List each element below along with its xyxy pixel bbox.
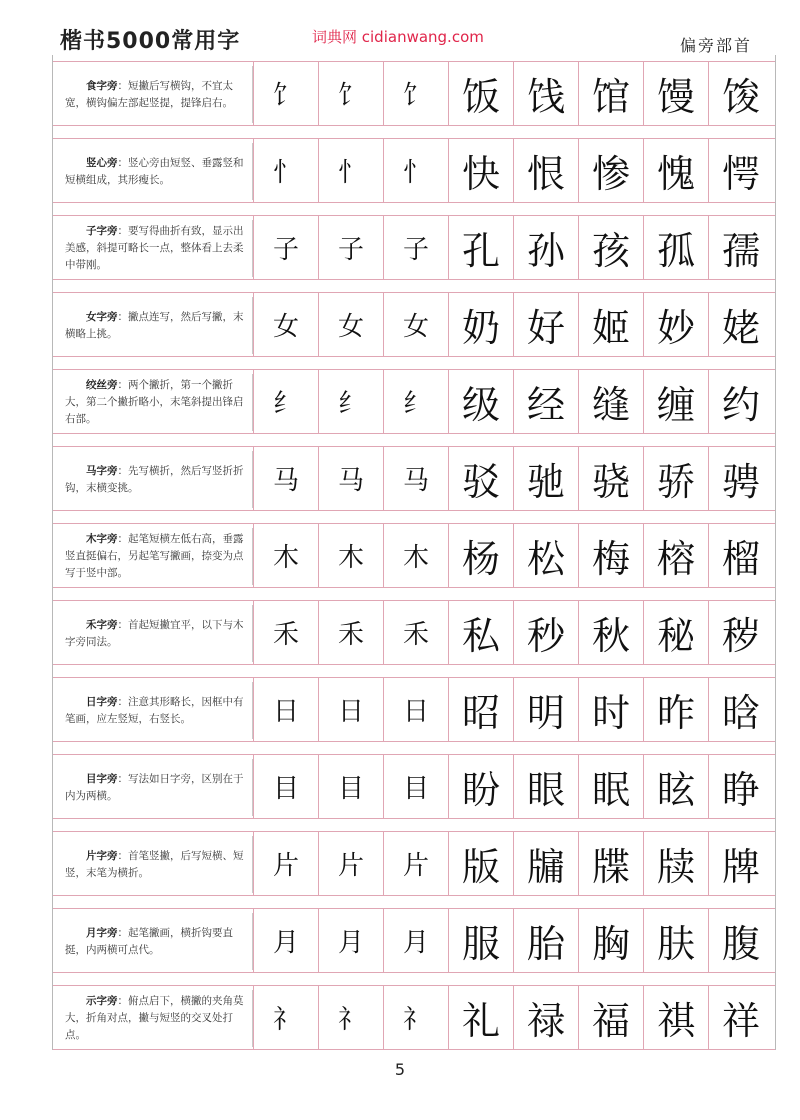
radical-sample: 片 (253, 832, 318, 895)
example-character: 缠 (643, 370, 708, 433)
radical-sample: 月 (318, 909, 383, 972)
radical-sample: 忄 (318, 139, 383, 202)
example-character: 妙 (643, 293, 708, 356)
example-character: 榴 (708, 524, 773, 587)
radical-sample: 女 (383, 293, 448, 356)
radical-sample: 饣 (383, 62, 448, 125)
example-character: 骁 (578, 447, 643, 510)
example-character: 胸 (578, 909, 643, 972)
radical-name: 示字旁 (86, 995, 118, 1007)
example-character: 眩 (643, 755, 708, 818)
radical-sample: 片 (318, 832, 383, 895)
radical-name: 绞丝旁 (86, 379, 118, 391)
radical-desc-text: 起笔短横左低右高，垂露竖直挺偏右，另起笔写撇画，捺变为点写于竖中部。 (65, 533, 244, 579)
book-title: 楷书5000常用字 (60, 29, 241, 54)
example-character: 馂 (708, 62, 773, 125)
radical-sample: 日 (383, 678, 448, 741)
radical-desc-text: 首笔竖撇，后写短横、短竖，末笔为横折。 (65, 849, 244, 879)
radical-sample: 马 (253, 447, 318, 510)
example-character: 愕 (708, 139, 773, 202)
practice-row (53, 908, 775, 973)
radical-description: 示字旁：俯点启下，横撇的夹角莫大，折角对点，撇与短竖的交叉处打点。 (59, 990, 253, 1047)
example-character: 盼 (448, 755, 513, 818)
radical-sample: 禾 (383, 601, 448, 664)
practice-row (53, 446, 775, 511)
radical-desc-text: 要写得曲折有致，显示出美感，斜提可略长一点，整体看上去柔中带刚。 (65, 225, 244, 271)
radical-description: 目字旁：写法如日字旁，区别在于内为两横。 (59, 759, 253, 816)
radical-desc-text: 注意其形略长，因框中有笔画，应左竖短，右竖长。 (65, 695, 244, 725)
radical-description: 食字旁：短撇后写横钩，不宜太宽，横钩偏左部起竖提，提锋启右。 (59, 66, 253, 123)
radical-sample: 忄 (383, 139, 448, 202)
radical-name: 马字旁 (86, 464, 118, 477)
radical-sample: 饣 (253, 62, 318, 125)
radical-description: 子字旁：要写得曲折有致，显示出美感，斜提可略长一点，整体看上去柔中带刚。 (59, 220, 253, 277)
radical-sample: 马 (383, 447, 448, 510)
radical-sample: 子 (383, 216, 448, 279)
example-character: 版 (448, 832, 513, 895)
example-character: 秘 (643, 601, 708, 664)
radical-desc-text: 起笔撇画，横折钩要直挺，内两横可点代。 (65, 926, 233, 956)
radical-description: 绞丝旁：两个撇折，第一个撇折大，第二个撇折略小，末笔斜提出锋启右部。 (59, 374, 253, 431)
example-character: 好 (513, 293, 578, 356)
practice-row (53, 215, 775, 280)
example-character: 眠 (578, 755, 643, 818)
example-character: 腹 (708, 909, 773, 972)
radical-sample: 子 (253, 216, 318, 279)
radical-description: 木字旁：起笔短横左低右高，垂露竖直挺偏右，另起笔写撇画，捺变为点写于竖中部。 (59, 528, 253, 585)
example-character: 愧 (643, 139, 708, 202)
radical-sample: 纟 (318, 370, 383, 433)
example-character: 昭 (448, 678, 513, 741)
example-character: 私 (448, 601, 513, 664)
example-character: 饯 (513, 62, 578, 125)
example-character: 饭 (448, 62, 513, 125)
radical-sample: 目 (253, 755, 318, 818)
radical-description: 马字旁：先写横折，然后写竖折折钩，末横变挑。 (59, 451, 253, 508)
example-character: 祥 (708, 986, 773, 1049)
example-character: 姬 (578, 293, 643, 356)
practice-row (53, 754, 775, 819)
example-character: 奶 (448, 293, 513, 356)
radical-description: 片字旁：首笔竖撇，后写短横、短竖，末笔为横折。 (59, 836, 253, 893)
example-character: 经 (513, 370, 578, 433)
radical-sample: 饣 (318, 62, 383, 125)
radical-desc-text: 俯点启下，横撇的夹角莫大，折角对点，撇与短竖的交叉处打点。 (65, 995, 244, 1041)
example-character: 睁 (708, 755, 773, 818)
example-character: 秋 (578, 601, 643, 664)
radical-name: 女字旁 (86, 310, 118, 323)
radical-sample: 目 (383, 755, 448, 818)
radical-name: 禾字旁 (86, 618, 118, 631)
example-character: 缝 (578, 370, 643, 433)
example-character: 梅 (578, 524, 643, 587)
example-character: 牖 (513, 832, 578, 895)
example-character: 杨 (448, 524, 513, 587)
example-character: 约 (708, 370, 773, 433)
example-character: 明 (513, 678, 578, 741)
radical-name: 月字旁 (86, 926, 118, 939)
example-character: 级 (448, 370, 513, 433)
example-character: 肤 (643, 909, 708, 972)
practice-row (53, 985, 775, 1050)
example-character: 胎 (513, 909, 578, 972)
radical-description: 竖心旁：竖心旁由短竖、垂露竖和短横组成，其形瘦长。 (59, 143, 253, 200)
radical-sample: 木 (383, 524, 448, 587)
example-character: 服 (448, 909, 513, 972)
example-character: 牍 (643, 832, 708, 895)
radical-desc-text: 写法如日字旁，区别在于内为两横。 (65, 772, 244, 802)
radical-desc-text: 竖心旁由短竖、垂露竖和短横组成，其形瘦长。 (65, 156, 244, 186)
radical-sample: 忄 (253, 139, 318, 202)
radical-sample: 纟 (253, 370, 318, 433)
practice-row (53, 677, 775, 742)
example-character: 孙 (513, 216, 578, 279)
radical-sample: 子 (318, 216, 383, 279)
example-character: 昨 (643, 678, 708, 741)
example-character: 榕 (643, 524, 708, 587)
example-character: 礼 (448, 986, 513, 1049)
example-character: 禄 (513, 986, 578, 1049)
radical-sample: 月 (253, 909, 318, 972)
radical-sample: 女 (253, 293, 318, 356)
page-header (0, 0, 800, 60)
radical-sample: 女 (318, 293, 383, 356)
practice-row (53, 61, 775, 126)
example-character: 驰 (513, 447, 578, 510)
radical-name: 片字旁 (86, 849, 118, 862)
example-character: 孩 (578, 216, 643, 279)
example-character: 秽 (708, 601, 773, 664)
site-watermark[interactable]: 词典网 cidianwang.com (312, 28, 484, 46)
radical-description: 月字旁：起笔撇画，横折钩要直挺，内两横可点代。 (59, 913, 253, 970)
example-character: 惨 (578, 139, 643, 202)
example-character: 孤 (643, 216, 708, 279)
radical-sample: 月 (383, 909, 448, 972)
example-character: 松 (513, 524, 578, 587)
example-character: 快 (448, 139, 513, 202)
radical-sample: 目 (318, 755, 383, 818)
practice-row (53, 831, 775, 896)
radical-name: 食字旁 (86, 79, 118, 92)
radical-sample: 禾 (318, 601, 383, 664)
example-character: 骄 (643, 447, 708, 510)
section-title: 偏旁部首 (679, 36, 752, 55)
example-character: 骋 (708, 447, 773, 510)
example-character: 眼 (513, 755, 578, 818)
practice-grid (52, 55, 776, 1050)
radical-sample: 日 (253, 678, 318, 741)
radical-desc-text: 首起短撇宜平，以下与木字旁同法。 (65, 618, 244, 648)
radical-desc-text: 短撇后写横钩，不宜太宽，横钩偏左部起竖提，提锋启右。 (65, 79, 233, 109)
radical-sample: 礻 (318, 986, 383, 1049)
radical-description: 日字旁：注意其形略长，因框中有笔画，应左竖短，右竖长。 (59, 682, 253, 739)
example-character: 姥 (708, 293, 773, 356)
example-character: 驳 (448, 447, 513, 510)
example-character: 牌 (708, 832, 773, 895)
radical-sample: 片 (383, 832, 448, 895)
radical-sample: 木 (253, 524, 318, 587)
example-character: 孔 (448, 216, 513, 279)
example-character: 时 (578, 678, 643, 741)
radical-sample: 日 (318, 678, 383, 741)
radical-name: 日字旁 (86, 695, 118, 708)
radical-name: 子字旁 (86, 225, 118, 237)
radical-sample: 礻 (383, 986, 448, 1049)
practice-row (53, 138, 775, 203)
radical-sample: 纟 (383, 370, 448, 433)
example-character: 福 (578, 986, 643, 1049)
example-character: 祺 (643, 986, 708, 1049)
practice-row (53, 369, 775, 434)
page-number: 5 (394, 1060, 406, 1079)
radical-name: 竖心旁 (86, 156, 118, 169)
radical-desc-text: 撇点连写，然后写撇，末横略上挑。 (65, 310, 244, 340)
radical-sample: 木 (318, 524, 383, 587)
radical-sample: 禾 (253, 601, 318, 664)
radical-sample: 礻 (253, 986, 318, 1049)
radical-name: 木字旁 (86, 533, 118, 545)
example-character: 秒 (513, 601, 578, 664)
example-character: 馆 (578, 62, 643, 125)
example-character: 恨 (513, 139, 578, 202)
practice-row (53, 523, 775, 588)
radical-desc-text: 先写横折，然后写竖折折钩，末横变挑。 (65, 464, 244, 494)
radical-description: 禾字旁：首起短撇宜平，以下与木字旁同法。 (59, 605, 253, 662)
practice-row (53, 292, 775, 357)
example-character: 馒 (643, 62, 708, 125)
radical-description: 女字旁：撇点连写，然后写撇，末横略上挑。 (59, 297, 253, 354)
radical-desc-text: 两个撇折，第一个撇折大，第二个撇折略小，末笔斜提出锋启右部。 (65, 379, 244, 425)
radical-sample: 马 (318, 447, 383, 510)
practice-row (53, 600, 775, 665)
example-character: 晗 (708, 678, 773, 741)
example-character: 牒 (578, 832, 643, 895)
radical-name: 目字旁 (86, 772, 118, 785)
example-character: 孺 (708, 216, 773, 279)
